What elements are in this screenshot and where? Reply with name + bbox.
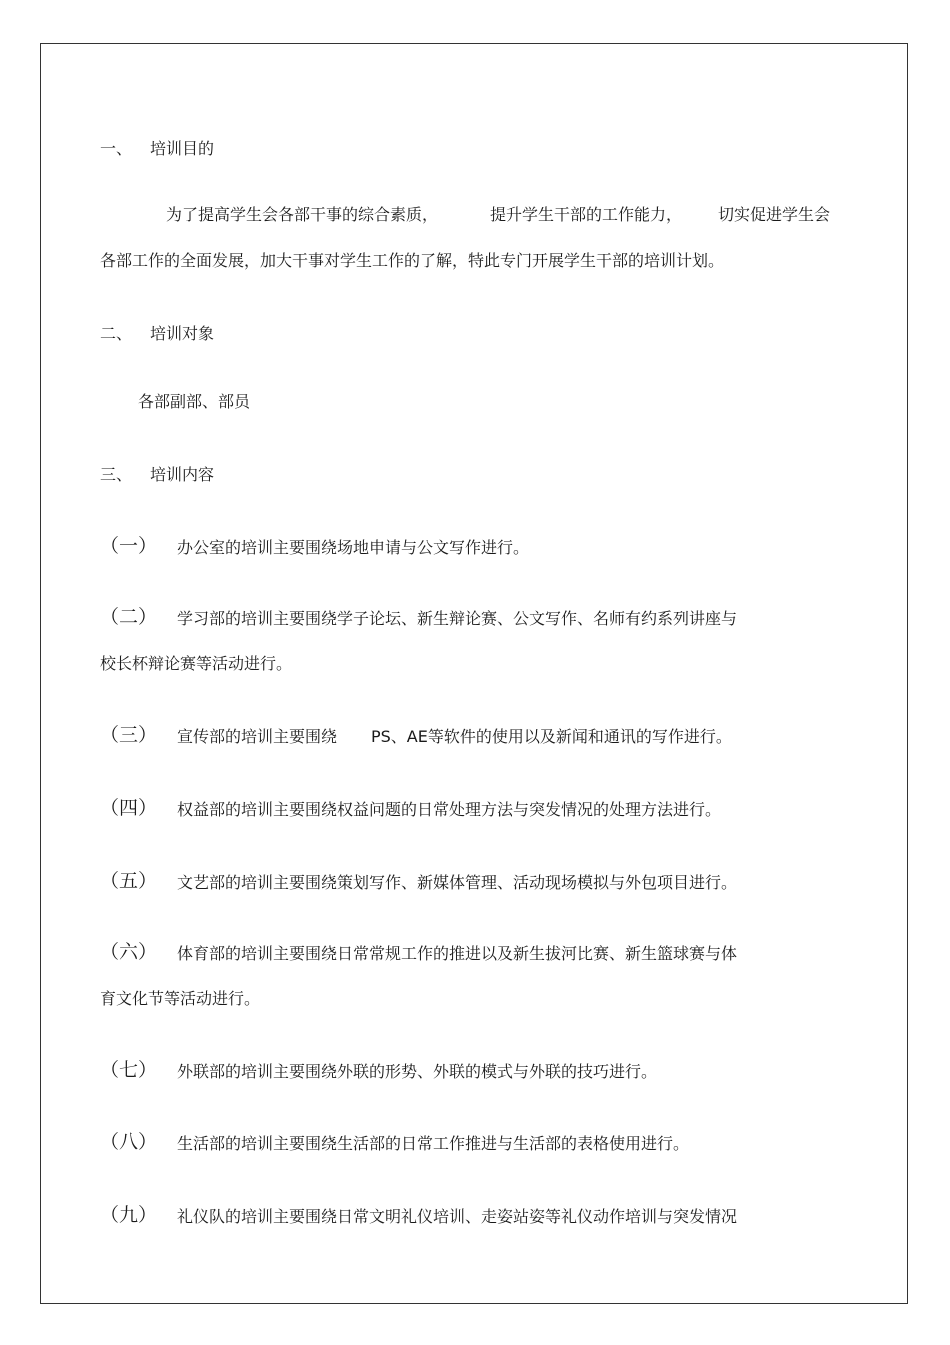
purpose-line1-a: 为了提高学生会各部干事的综合素质， [166, 205, 439, 224]
item-5-text: 文艺部的培训主要围绕策划写作、新媒体管理、活动现场模拟与外包项目进行。 [177, 873, 738, 892]
item-3-text-b: PS、AE等软件的使用以及新闻和通讯的写作进行。 [371, 727, 732, 746]
purpose-line2: 各部工作的全面发展，加大干事对学生工作的了解，特此专门开展学生干部的培训计划。 [100, 251, 725, 270]
section-1-title: 培训目的 [150, 139, 215, 158]
item-8-text: 生活部的培训主要围绕生活部的日常工作推进与生活部的表格使用进行。 [177, 1134, 690, 1153]
item-9-text: 礼仪队的培训主要围绕日常文明礼仪培训、走姿站姿等礼仪动作培训与突发情况 [177, 1207, 738, 1226]
purpose-line1-c: 切实促进学生会 [718, 205, 831, 224]
section-2-title: 培训对象 [150, 324, 215, 343]
item-8-number: （八） [100, 1131, 158, 1153]
section-2-number: 二、 [100, 324, 133, 343]
item-5-number: （五） [100, 870, 158, 892]
item-4-number: （四） [100, 797, 158, 819]
item-9-number: （九） [100, 1204, 158, 1226]
item-7-number: （七） [100, 1059, 158, 1081]
item-3-text-a: 宣传部的培训主要围绕 [177, 727, 338, 746]
item-6-number: （六） [100, 941, 158, 963]
section-3-number: 三、 [100, 465, 133, 484]
section-3-title: 培训内容 [150, 465, 215, 484]
item-2-text-line1: 学习部的培训主要围绕学子论坛、新生辩论赛、公文写作、名师有约系列讲座与 [177, 609, 738, 628]
item-3-number: （三） [100, 724, 158, 746]
item-6-text-line2: 育文化节等活动进行。 [100, 989, 261, 1008]
item-2-text-line2: 校长杯辩论赛等活动进行。 [100, 654, 293, 673]
item-1-text: 办公室的培训主要围绕场地申请与公文写作进行。 [177, 538, 530, 557]
item-4-text: 权益部的培训主要围绕权益问题的日常处理方法与突发情况的处理方法进行。 [177, 800, 722, 819]
purpose-line1-b: 提升学生干部的工作能力， [490, 205, 683, 224]
item-6-text-line1: 体育部的培训主要围绕日常常规工作的推进以及新生拔河比赛、新生篮球赛与体 [177, 944, 738, 963]
item-2-number: （二） [100, 606, 158, 628]
item-7-text: 外联部的培训主要围绕外联的形势、外联的模式与外联的技巧进行。 [177, 1062, 658, 1081]
section-1-number: 一、 [100, 139, 133, 158]
audience-text: 各部副部、部员 [138, 392, 251, 411]
item-1-number: （一） [100, 535, 158, 557]
